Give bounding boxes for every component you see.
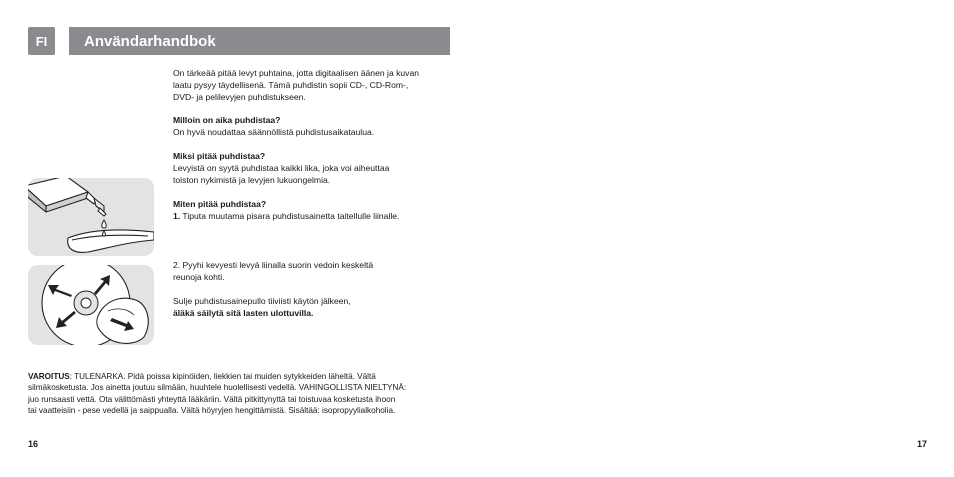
warning-line: silmäkosketusta. Jos ainetta joutuu silmään, huuhtele huolellisesti vedellä. VAHINGOLLISTA NIELTYNÄ:	[28, 383, 407, 393]
warning-first-line	[28, 371, 458, 382]
closing-line-bold: äläkä säilytä sitä lasten ulottuvilla.	[173, 308, 314, 318]
step-2	[173, 259, 453, 283]
step-2-line: reunoja kohti.	[173, 272, 225, 282]
page-title	[69, 27, 450, 55]
closing-note	[173, 295, 453, 319]
warning-block	[28, 371, 458, 416]
intro-line: laatu pysyy täydellisenä. Tämä puhdistin sopii CD-, CD-Rom-,	[173, 80, 409, 90]
intro-paragraph	[173, 67, 453, 103]
intro-line: On tärkeää pitää levyt puhtaina, jotta digitaalisen äänen ja kuvan	[173, 68, 420, 78]
step-2-line: 2. Pyyhi kevyesti levyä liinalla suorin vedoin keskeltä	[173, 260, 374, 270]
bottle-drip-illustration	[28, 178, 154, 256]
warning-line: juo runsaasti vettä. Ota välittömästi yhteyttä lääkäriin. Vältä pitkittynyttä tai toistuvaa kosketusta ihoon	[28, 394, 396, 404]
section-how	[173, 198, 453, 222]
step-1-text: Tiputa muutama pisara puhdistusainetta taitellulle liinalle.	[180, 211, 400, 221]
disc-icon	[28, 265, 154, 345]
step-1	[173, 210, 453, 222]
closing-line: Sulje puhdistusainepullo tiiviisti käytön jälkeen,	[173, 296, 351, 306]
section-why-line: toiston nykimistä ja levyjen lukuongelmia.	[173, 175, 331, 185]
page-number-left: 16	[28, 439, 39, 449]
section-when	[173, 114, 453, 138]
section-why	[173, 150, 453, 186]
section-how-heading: Miten pitää puhdistaa?	[173, 199, 267, 209]
warning-line: tai vaatteisiin - pese vedellä ja saippualla. Vältä höyryjen hengittämistä. Sisältää: isopropyylialkoholia.	[28, 405, 396, 415]
warning-label: VAROITUS	[28, 372, 70, 381]
section-when-text: On hyvä noudattaa säännöllistä puhdistusaikataulua.	[173, 127, 375, 137]
section-why-line: Levyistä on syytä puhdistaa kaikki lika, joka voi aiheuttaa	[173, 163, 390, 173]
section-why-heading: Miksi pitää puhdistaa?	[173, 151, 266, 161]
page-number-right: 17	[917, 439, 928, 449]
bottle-drip-icon	[28, 178, 154, 256]
language-badge: FI	[28, 27, 55, 55]
step-1-number: 1.	[173, 211, 181, 221]
page-title-text: Användarhandbok	[84, 32, 216, 50]
disc-wiping-illustration	[28, 265, 154, 345]
warning-text: : TULENARKA. Pidä poissa kipinöiden, liekkien tai muiden sytykkeiden läheltä. Vältä	[69, 372, 376, 381]
intro-line: DVD- ja pelilevyjen puhdistukseen.	[173, 92, 306, 102]
section-when-heading: Milloin on aika puhdistaa?	[173, 115, 281, 125]
